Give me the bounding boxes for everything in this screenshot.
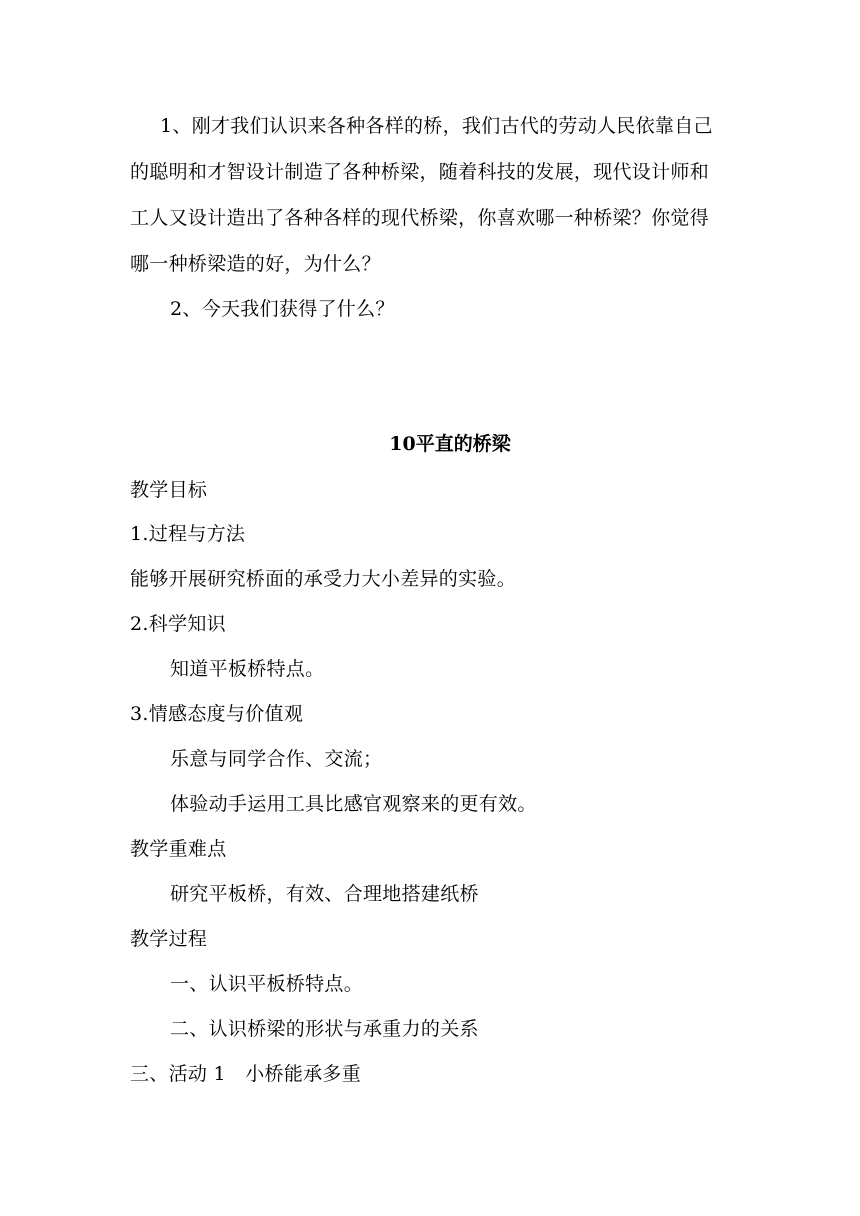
goal-2-heading: 2.科学知识: [130, 613, 226, 635]
goal-3-heading: 3.情感态度与价值观: [130, 703, 304, 725]
paragraph-1-line-3: 工人又设计造出了各种各样的现代桥梁，你喜欢哪一种桥梁？你觉得: [130, 207, 710, 229]
process-heading: 教学过程: [130, 928, 208, 950]
key-points-heading: 教学重难点: [130, 838, 227, 860]
paragraph-1-line-4: 哪一种桥梁造的好，为什么？: [130, 253, 381, 275]
goal-3-text-2: 体验动手运用工具比感官观察来的更有效。: [170, 793, 537, 815]
key-points-text: 研究平板桥，有效、合理地搭建纸桥: [170, 883, 479, 905]
goals-heading: 教学目标: [130, 479, 208, 501]
goal-2-text: 知道平板桥特点。: [170, 658, 325, 680]
paragraph-2: 2、今天我们获得了什么？: [170, 298, 395, 320]
paragraph-1-line-1: 1、刚才我们认识来各种各样的桥，我们古代的劳动人民依靠自己: [160, 115, 713, 137]
process-step-1: 一、认识平板桥特点。: [170, 973, 364, 995]
lesson-title: 10平直的桥梁: [389, 433, 511, 455]
process-step-2: 二、认识桥梁的形状与承重力的关系: [170, 1018, 479, 1040]
process-step-3: 三、活动 1 小桥能承多重: [130, 1063, 362, 1085]
goal-1-heading: 1.过程与方法: [130, 523, 246, 545]
goal-1-text: 能够开展研究桥面的承受力大小差异的实验。: [130, 568, 517, 590]
goal-3-text-1: 乐意与同学合作、交流；: [170, 748, 383, 770]
paragraph-1-line-2: 的聪明和才智设计制造了各种桥梁，随着科技的发展，现代设计师和: [130, 161, 710, 183]
